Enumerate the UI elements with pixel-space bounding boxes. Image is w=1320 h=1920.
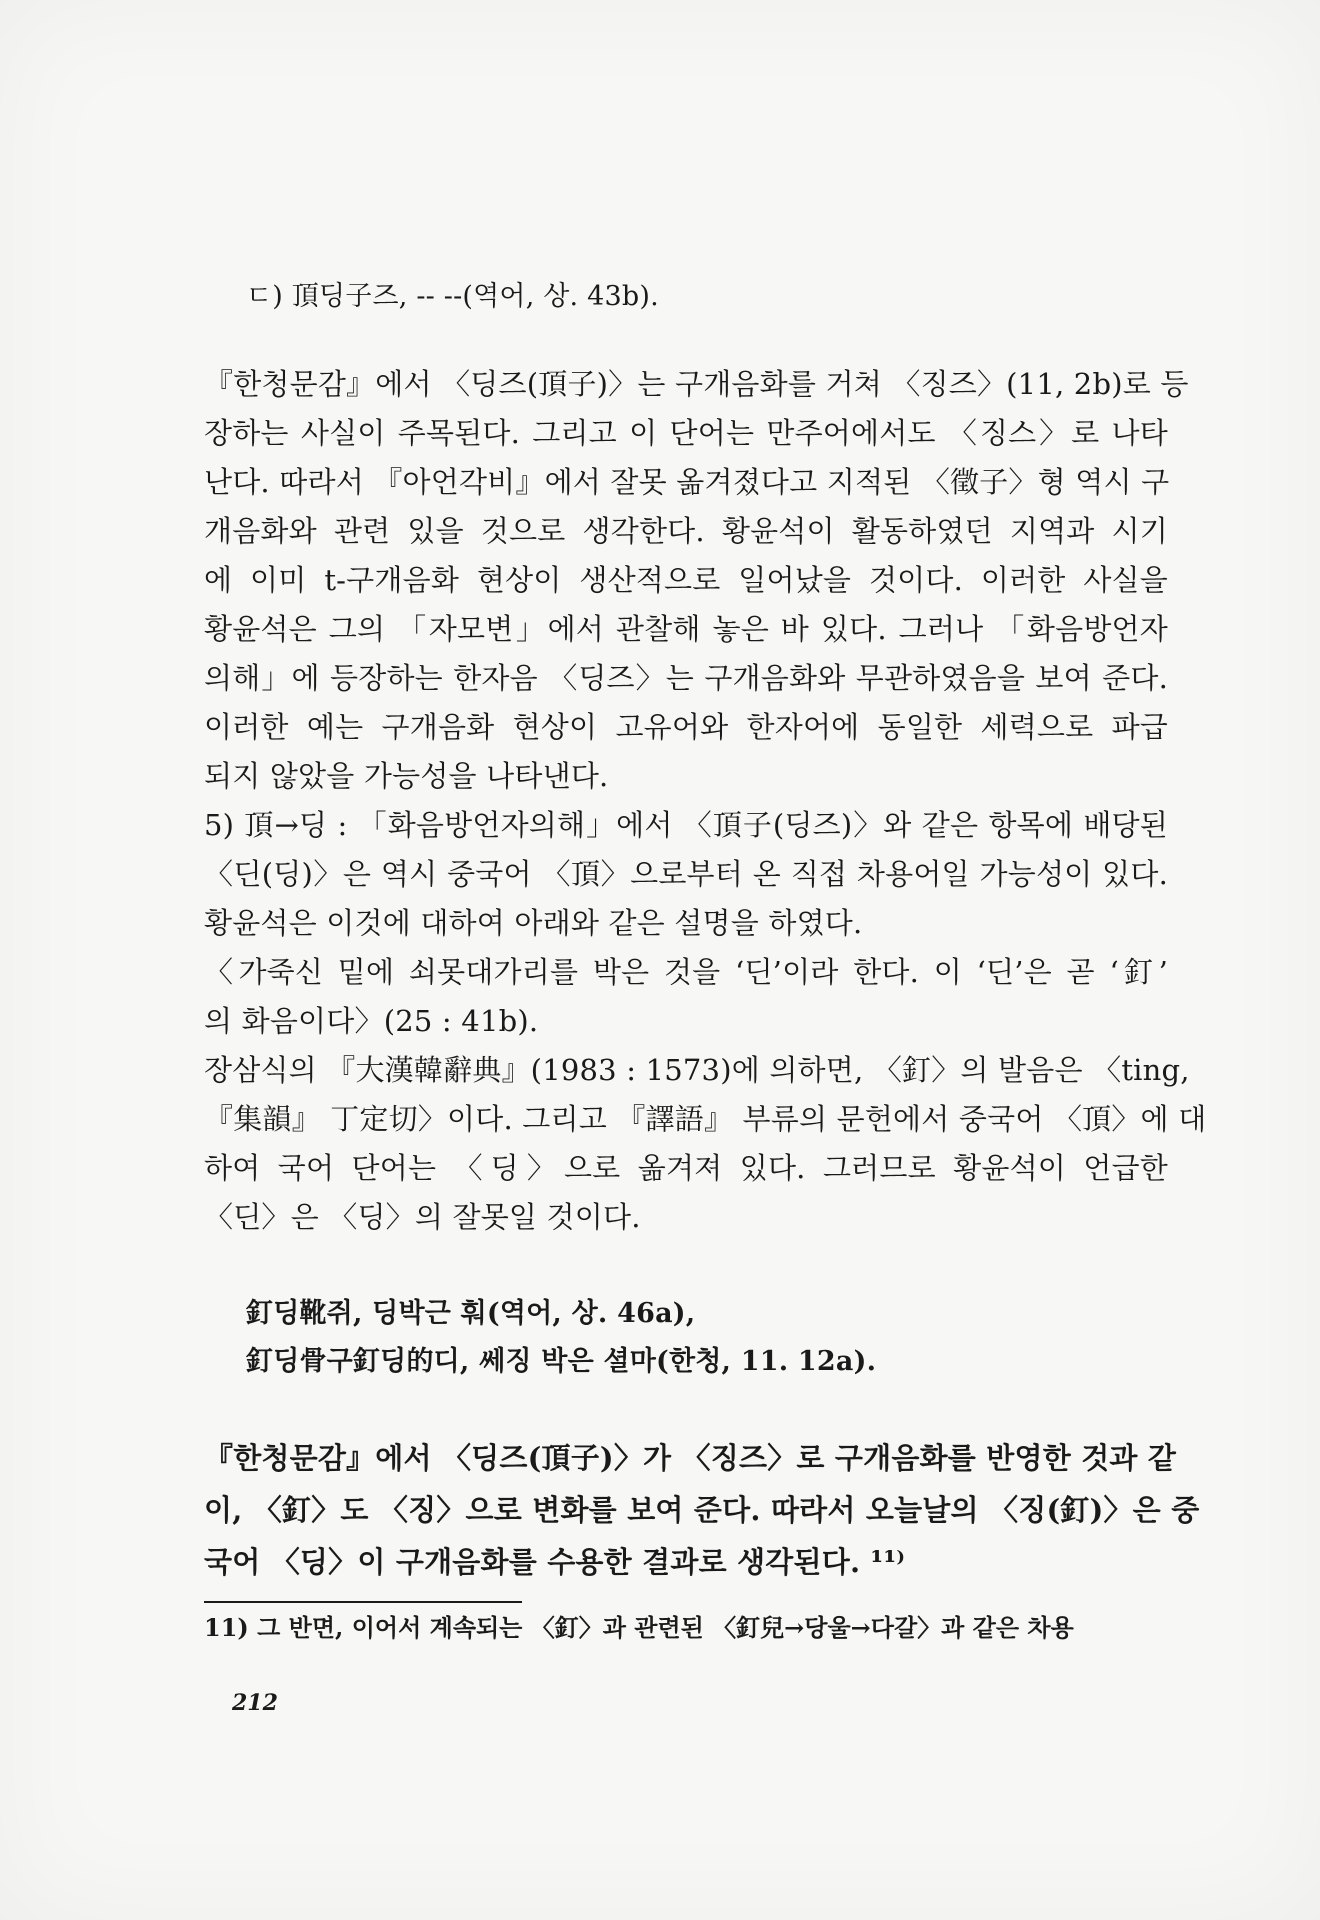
body-line: 5) 頂→딩 : 「화음방언자의해」에서 〈頂子(딩즈)〉와 같은 항목에 배당된 [204, 808, 1168, 842]
example-line-top: ㄷ) 頂딩子즈, -- --(역어, 상. 43b). [246, 281, 659, 312]
body-line: 『集韻』 丁定切〉이다. 그리고 『譯語』 부류의 문헌에서 중국어 〈頂〉에 대 [204, 1102, 1207, 1136]
body-line: 국어 〈딩〉이 구개음화를 수용한 결과로 생각된다. ¹¹⁾ [204, 1545, 906, 1579]
main-paragraph [204, 360, 1207, 1242]
example-line: 釘딩靴쥐, 딩박근 훠(역어, 상. 46a), [246, 1298, 696, 1329]
body-line: 〈딘(딩)〉은 역시 중국어 〈頂〉으로부터 온 직접 차용어일 가능성이 있다. [204, 857, 1168, 891]
body-line: 에 이미 t-구개음화 현상이 생산적으로 일어났을 것이다. 이러한 사실을 [204, 563, 1168, 597]
body-line: 이러한 예는 구개음화 현상이 고유어와 한자어에 동일한 세력으로 파급 [204, 710, 1168, 744]
footnote-divider [204, 1601, 522, 1603]
body-line: 『한청문감』에서 〈딩즈(頂子)〉가 〈징즈〉로 구개음화를 반영한 것과 같 [204, 1441, 1177, 1475]
body-line: 이, 〈釘〉도 〈징〉으로 변화를 보여 준다. 따라서 오늘날의 〈징(釘)〉은 중 [204, 1493, 1200, 1527]
body-line: 『한청문감』에서 〈딩즈(頂子)〉는 구개음화를 거쳐 〈징즈〉(11, 2b)로 등 [204, 367, 1189, 401]
final-paragraph [204, 1432, 1200, 1588]
quote-line: 〈가죽신 밑에 쇠못대가리를 박은 것을 ‘딘’이라 한다. 이 ‘딘’은 곧 ‘釘’ [204, 955, 1168, 989]
body-line: 개음화와 관련 있을 것으로 생각한다. 황윤석이 활동하였던 지역과 시기 [204, 514, 1168, 548]
page-number: 212 [232, 1690, 278, 1716]
body-line: 황윤석은 그의 「자모변」에서 관찰해 놓은 바 있다. 그러나 「화음방언자 [204, 612, 1168, 646]
body-line: 황윤석은 이것에 대하여 아래와 같은 설명을 하였다. [204, 906, 863, 940]
body-line: 장삼식의 『大漢韓辭典』(1983 : 1573)에 의하면, 〈釘〉의 발음은 〈ting, [204, 1053, 1190, 1087]
body-line: 되지 않았을 가능성을 나타낸다. [204, 759, 609, 793]
body-line: 장하는 사실이 주목된다. 그리고 이 단어는 만주어에서도 〈징스〉로 나타 [204, 416, 1168, 450]
body-line: 하여 국어 단어는 〈딩〉으로 옮겨져 있다. 그러므로 황윤석이 언급한 [204, 1151, 1168, 1185]
example-line: 釘딩骨구釘딩的디, 쎄징 박은 셜마(한청, 11. 12a). [246, 1346, 877, 1377]
quote-line: 의 화음이다〉(25 : 41b). [204, 1004, 539, 1038]
body-line: 난다. 따라서 『아언각비』에서 잘못 옮겨졌다고 지적된 〈徵子〉형 역시 구 [204, 465, 1170, 499]
body-line: 〈딘〉은 〈딩〉의 잘못일 것이다. [204, 1200, 641, 1234]
body-line: 의해」에 등장하는 한자음 〈딩즈〉는 구개음화와 무관하였음을 보여 준다. [204, 661, 1168, 695]
example-block [246, 1290, 876, 1386]
footnote: 11) 그 반면, 이어서 계속되는 〈釘〉과 관련된 〈釘兒→당울→다갈〉과 같은 차용 [204, 1613, 1074, 1642]
